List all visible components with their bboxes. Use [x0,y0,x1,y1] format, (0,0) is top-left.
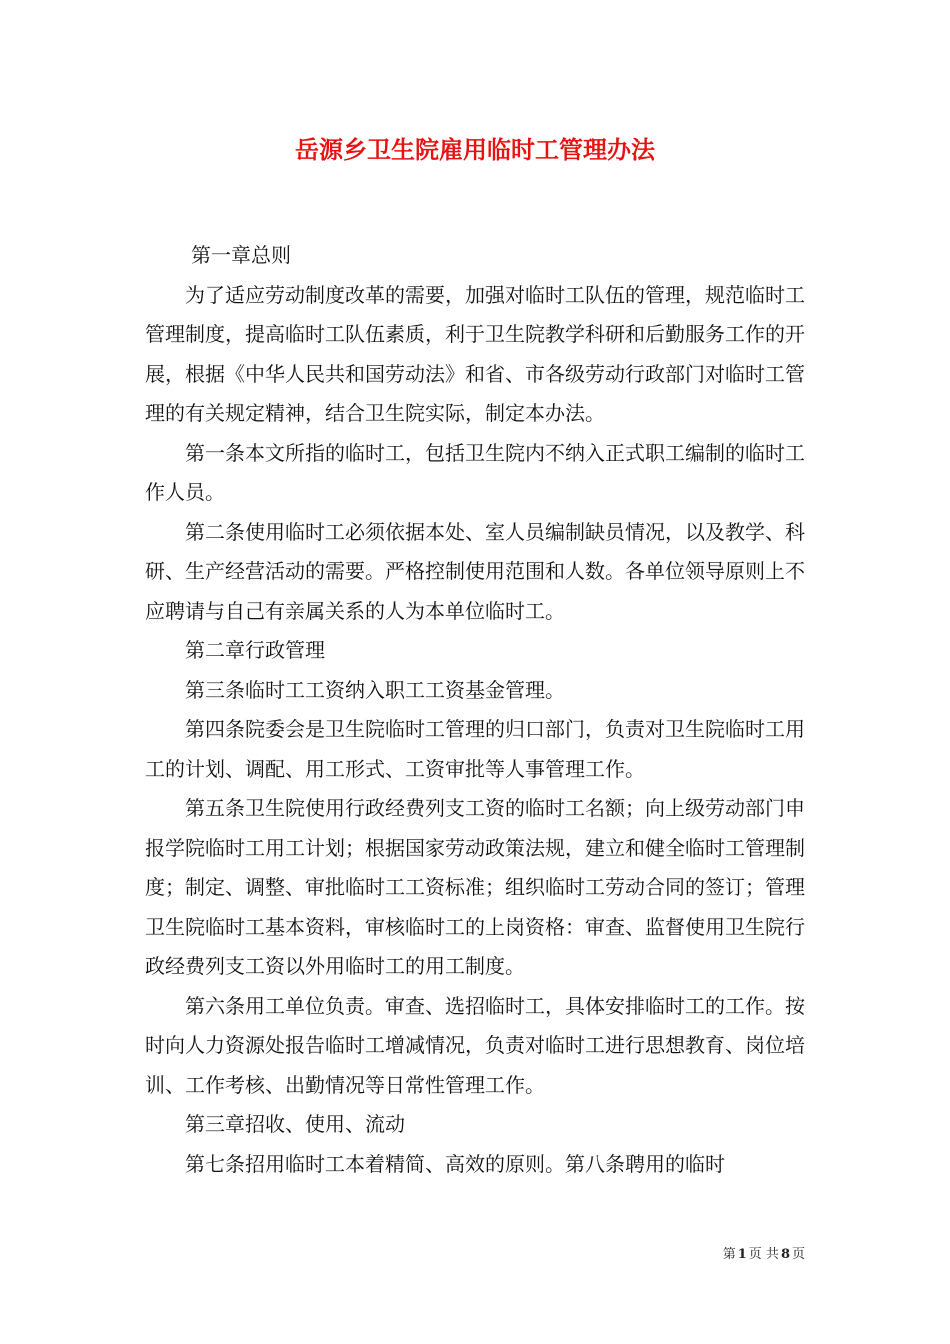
paragraph-article-4: 第四条院委会是卫生院临时工管理的归口部门，负责对卫生院临时工用工的计划、调配、用工形式、工资审批等人事管理工作。 [145,717,805,781]
document-title: 岳源乡卫生院雇用临时工管理办法 [295,135,655,164]
paragraph-article-7: 第七条招用临时工本着精简、高效的原则。第八条聘用的临时 [185,1151,725,1176]
chapter-heading-3: 第三章招收、使用、流动 [185,1112,405,1136]
footer-suffix: 页 [791,1247,805,1262]
paragraph-preamble: 为了适应劳动制度改革的需要，加强对临时工队伍的管理，规范临时工管理制度，提高临时工队伍素质，利于卫生院教学科研和后勤服务工作的开展，根据《中华人民共和国劳动法》和省、市各级劳动行政部门对临时工管理的有关规定精神，结合卫生院实际，制定本办法。 [145,282,805,425]
footer-current-page: 1 [737,1247,747,1262]
paragraph-article-6: 第六条用工单位负责。审查、选招临时工，具体安排临时工的工作。按时向人力资源处报告临时工增减情况，负责对临时工进行思想教育、岗位培训、工作考核、出勤情况等日常性管理工作。 [145,993,805,1097]
paragraph-article-3: 第三条临时工工资纳入职工工资基金管理。 [185,677,565,702]
footer-prefix: 第 [722,1247,736,1262]
footer-total-pages: 8 [780,1247,790,1262]
footer-middle: 页 共 [748,1247,779,1262]
paragraph-article-5: 第五条卫生院使用行政经费列支工资的临时工名额；向上级劳动部门申报学院临时工用工计划；根据国家劳动政策法规，建立和健全临时工管理制度；制定、调整、审批临时工工资标准；组织临时工劳动合同的签订；管理卫生院临时工基本资料，审核临时工的上岗资格：审查、监督使用卫生院行政经费列支工资以外用临时工的用工制度。 [145,796,805,978]
paragraph-article-2: 第二条使用临时工必须依据本处、室人员编制缺员情况，以及教学、科研、生产经营活动的需要。严格控制使用范围和人数。各单位领导原则上不应聘请与自己有亲属关系的人为本单位临时工。 [145,519,805,623]
document-body [145,236,805,1184]
chapter-heading-1: 第一章总则 [191,243,291,267]
page-footer [723,1246,805,1264]
chapter-heading-2: 第二章行政管理 [185,638,325,662]
paragraph-article-1: 第一条本文所指的临时工，包括卫生院内不纳入正式职工编制的临时工作人员。 [145,440,805,504]
